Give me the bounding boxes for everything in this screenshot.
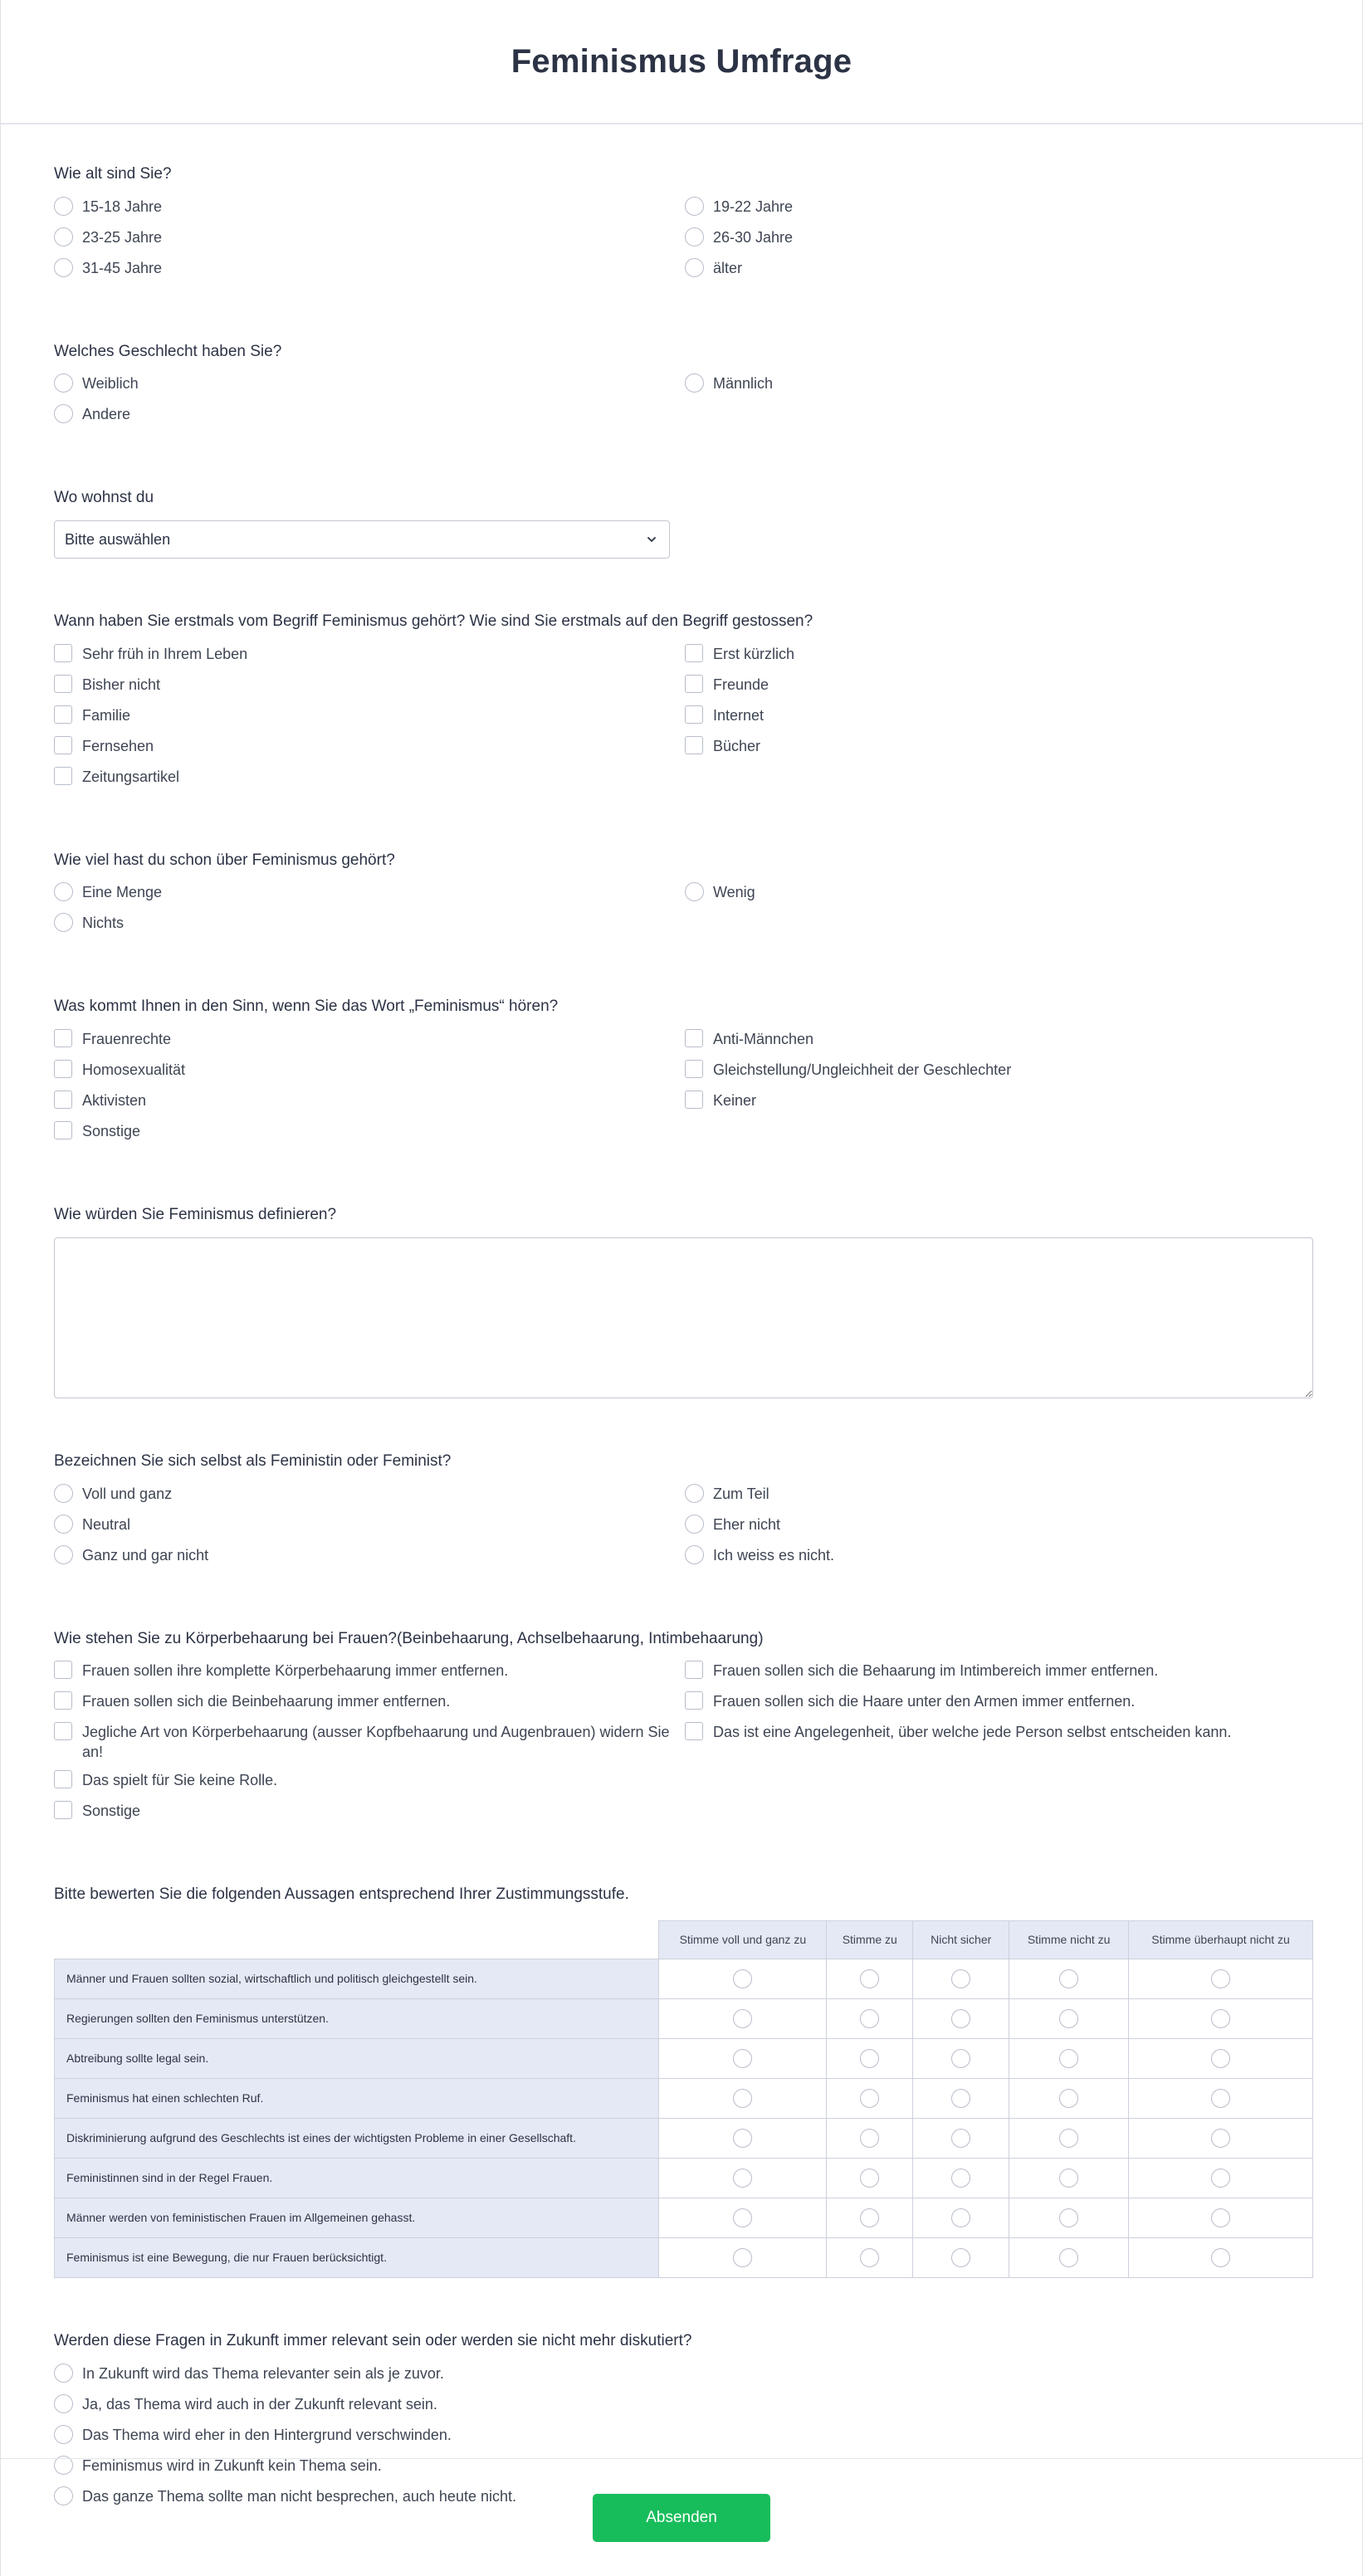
question-label: Wie alt sind Sie? bbox=[54, 165, 172, 183]
radio-button[interactable] bbox=[54, 2425, 73, 2444]
checkbox-option[interactable] bbox=[54, 705, 685, 736]
question-label: Bitte bewerten Sie die folgenden Aussagen entsprechend Ihrer Zustimmungsstufe. bbox=[54, 1886, 629, 1904]
radio-button[interactable] bbox=[685, 1545, 704, 1564]
option-label: Fernsehen bbox=[82, 737, 154, 754]
definition-textarea[interactable] bbox=[54, 1237, 1313, 1398]
radio-button[interactable] bbox=[860, 2169, 879, 2188]
radio-button[interactable] bbox=[951, 2009, 970, 2028]
radio-button[interactable] bbox=[951, 2208, 970, 2227]
question-matrix bbox=[54, 1885, 1309, 2278]
matrix-column-header: Stimme zu bbox=[827, 1920, 913, 1959]
checkbox-option[interactable] bbox=[54, 675, 685, 705]
radio-button[interactable] bbox=[860, 2009, 879, 2028]
checkbox-option[interactable] bbox=[54, 1801, 685, 1832]
matrix-row bbox=[55, 2038, 1313, 2078]
radio-button[interactable] bbox=[54, 1515, 73, 1534]
checkbox[interactable] bbox=[54, 1090, 72, 1109]
question-age bbox=[54, 164, 1309, 289]
matrix-row-label: Männer und Frauen sollten sozial, wirtschaftlich und politisch gleichgestellt sein. bbox=[55, 1959, 659, 1998]
matrix-cell[interactable] bbox=[1009, 2237, 1129, 2277]
rating-matrix bbox=[54, 1920, 1313, 2278]
form-header bbox=[1, 0, 1362, 124]
radio-option[interactable] bbox=[685, 1484, 1316, 1515]
checkbox[interactable] bbox=[685, 705, 703, 724]
checkbox[interactable] bbox=[54, 675, 72, 693]
radio-button[interactable] bbox=[860, 2089, 879, 2108]
checkbox-option[interactable] bbox=[685, 644, 1316, 675]
radio-group-how-much bbox=[54, 882, 1309, 944]
option-label: Anti-Männchen bbox=[713, 1031, 814, 1048]
option-label: Ja, das Thema wird auch in der Zukunft relevant sein. bbox=[82, 2395, 437, 2413]
question-label: Was kommt Ihnen in den Sinn, wenn Sie das Wort „Feminismus“ hören? bbox=[54, 998, 559, 1016]
checkbox-option[interactable] bbox=[685, 675, 1316, 705]
question-residence bbox=[54, 488, 1309, 559]
radio-button[interactable] bbox=[1059, 2009, 1078, 2028]
option-label: älter bbox=[713, 259, 743, 276]
option-label: 19-22 Jahre bbox=[713, 198, 794, 215]
chevron-down-icon bbox=[646, 534, 657, 545]
checkbox-option[interactable] bbox=[685, 1691, 1316, 1722]
matrix-cell[interactable] bbox=[659, 2118, 827, 2158]
radio-button[interactable] bbox=[1211, 2009, 1230, 2028]
radio-button[interactable] bbox=[1211, 2049, 1230, 2068]
radio-option[interactable] bbox=[54, 258, 685, 289]
option-label: Jegliche Art von Körperbehaarung (ausser Kopfbehaarung und Augenbrauen) widern Sie an! bbox=[82, 1724, 670, 1760]
option-label: Bücher bbox=[713, 737, 761, 754]
radio-option[interactable] bbox=[685, 1515, 1316, 1545]
checkbox[interactable] bbox=[54, 705, 72, 724]
radio-option[interactable] bbox=[54, 227, 685, 258]
question-label: Welches Geschlecht haben Sie? bbox=[54, 342, 282, 360]
matrix-cell[interactable] bbox=[827, 2118, 913, 2158]
option-label: Sonstige bbox=[82, 1803, 141, 1820]
radio-button[interactable] bbox=[1059, 2169, 1078, 2188]
question-label: Bezeichnen Sie sich selbst als Feministin oder Feminist? bbox=[54, 1451, 452, 1470]
radio-button[interactable] bbox=[860, 1969, 879, 1988]
checkbox-option[interactable] bbox=[54, 644, 685, 675]
option-label: Neutral bbox=[82, 1515, 131, 1533]
matrix-cell[interactable] bbox=[827, 2078, 913, 2118]
matrix-row-label: Feministinnen sind in der Regel Frauen. bbox=[55, 2158, 659, 2198]
radio-group-gender bbox=[54, 373, 1309, 435]
radio-button[interactable] bbox=[951, 2129, 970, 2148]
matrix-cell[interactable] bbox=[913, 2038, 1009, 2078]
checkbox-option[interactable] bbox=[54, 1060, 685, 1090]
matrix-column-header: Stimme nicht zu bbox=[1009, 1920, 1129, 1959]
radio-button[interactable] bbox=[685, 227, 704, 246]
radio-button[interactable] bbox=[733, 2129, 752, 2148]
radio-button[interactable] bbox=[860, 2208, 879, 2227]
option-label: Familie bbox=[82, 706, 131, 724]
matrix-row bbox=[55, 2078, 1313, 2118]
matrix-header-row bbox=[55, 1920, 1313, 1959]
radio-button[interactable] bbox=[685, 197, 704, 216]
matrix-cell[interactable] bbox=[1129, 2078, 1313, 2118]
checkbox-option[interactable] bbox=[54, 1722, 685, 1770]
checkbox[interactable] bbox=[685, 675, 703, 693]
submit-button[interactable]: Absenden bbox=[593, 2494, 770, 2542]
radio-button[interactable] bbox=[1059, 2129, 1078, 2148]
matrix-cell[interactable] bbox=[827, 2237, 913, 2277]
matrix-cell[interactable] bbox=[913, 2198, 1009, 2237]
option-label: Sonstige bbox=[82, 1123, 141, 1140]
residence-select[interactable] bbox=[54, 520, 670, 559]
matrix-cell[interactable] bbox=[659, 2038, 827, 2078]
option-label: Frauen sollen ihre komplette Körperbehaarung immer entfernen. bbox=[82, 1662, 509, 1680]
option-label: Männlich bbox=[713, 375, 774, 393]
radio-button[interactable] bbox=[685, 258, 704, 277]
option-label: Sehr früh in Ihrem Leben bbox=[82, 645, 248, 662]
option-label: Das spielt für Sie keine Rolle. bbox=[82, 1772, 278, 1789]
option-label: Gleichstellung/Ungleichheit der Geschlechter bbox=[713, 1061, 1012, 1079]
question-label: Werden diese Fragen in Zukunft immer relevant sein oder werden sie nicht mehr diskutiert? bbox=[54, 2331, 692, 2349]
matrix-cell[interactable] bbox=[659, 2078, 827, 2118]
option-label: Ich weiss es nicht. bbox=[713, 1546, 835, 1564]
matrix-cell[interactable] bbox=[1009, 2198, 1129, 2237]
checkbox[interactable] bbox=[685, 1661, 703, 1679]
radio-button[interactable] bbox=[1211, 2129, 1230, 2148]
matrix-cell[interactable] bbox=[1009, 2118, 1129, 2158]
radio-option[interactable] bbox=[54, 2394, 1309, 2425]
radio-option[interactable] bbox=[54, 2364, 1309, 2394]
matrix-cell[interactable] bbox=[1009, 1959, 1129, 1998]
option-label: Internet bbox=[713, 706, 765, 724]
checkbox[interactable] bbox=[685, 1090, 703, 1109]
matrix-cell[interactable] bbox=[1129, 2158, 1313, 2198]
option-label: Zum Teil bbox=[713, 1485, 769, 1502]
matrix-row bbox=[55, 1998, 1313, 2038]
form-footer bbox=[1, 2458, 1362, 2576]
radio-button[interactable] bbox=[1059, 2049, 1078, 2068]
option-label: Frauen sollen sich die Beinbehaarung immer entfernen. bbox=[82, 1693, 451, 1710]
checkbox-option[interactable] bbox=[54, 1090, 685, 1121]
radio-button[interactable] bbox=[54, 913, 73, 932]
matrix-row bbox=[55, 1959, 1313, 1998]
radio-button[interactable] bbox=[1211, 2089, 1230, 2108]
radio-option[interactable] bbox=[685, 227, 1316, 258]
radio-button[interactable] bbox=[733, 1969, 752, 1988]
option-label: 31-45 Jahre bbox=[82, 259, 163, 276]
option-label: Das ganze Thema sollte man nicht besprechen, auch heute nicht. bbox=[82, 2487, 516, 2505]
matrix-row-label: Regierungen sollten den Feminismus unterstützen. bbox=[55, 1998, 659, 2038]
matrix-row bbox=[55, 2158, 1313, 2198]
radio-option[interactable] bbox=[54, 404, 685, 435]
radio-button[interactable] bbox=[1211, 2169, 1230, 2188]
radio-option[interactable] bbox=[685, 197, 1316, 227]
radio-option[interactable] bbox=[685, 882, 1316, 913]
question-gender bbox=[54, 342, 1309, 436]
question-label: Wie stehen Sie zu Körperbehaarung bei Frauen?(Beinbehaarung, Achselbehaarung, Intimbehaarung) bbox=[54, 1629, 764, 1647]
option-label: In Zukunft wird das Thema relevanter sein als je zuvor. bbox=[82, 2364, 444, 2382]
matrix-cell[interactable] bbox=[827, 2198, 913, 2237]
checkbox[interactable] bbox=[54, 1801, 72, 1819]
checkbox-option[interactable] bbox=[685, 705, 1316, 736]
option-label: Eher nicht bbox=[713, 1515, 781, 1533]
radio-button[interactable] bbox=[54, 2364, 73, 2383]
checkbox[interactable] bbox=[54, 1121, 72, 1139]
checkbox-option[interactable] bbox=[685, 736, 1316, 767]
matrix-cell[interactable] bbox=[659, 2198, 827, 2237]
matrix-column-header: Nicht sicher bbox=[913, 1920, 1009, 1959]
option-label: Bisher nicht bbox=[82, 676, 161, 693]
matrix-column-header: Stimme überhaupt nicht zu bbox=[1129, 1920, 1313, 1959]
matrix-row bbox=[55, 2118, 1313, 2158]
option-label: Andere bbox=[82, 406, 131, 423]
radio-option[interactable] bbox=[54, 373, 685, 404]
matrix-cell[interactable] bbox=[913, 1998, 1009, 2038]
radio-button[interactable] bbox=[685, 373, 704, 393]
matrix-cell[interactable] bbox=[1009, 1998, 1129, 2038]
radio-button[interactable] bbox=[1211, 2208, 1230, 2227]
matrix-cell[interactable] bbox=[1129, 2118, 1313, 2158]
radio-button[interactable] bbox=[860, 2129, 879, 2148]
form-title: Feminismus Umfrage bbox=[511, 42, 852, 80]
checkbox-group-first-heard bbox=[54, 644, 1309, 798]
matrix-cell[interactable] bbox=[659, 1998, 827, 2038]
checkbox[interactable] bbox=[54, 1691, 72, 1710]
radio-button[interactable] bbox=[733, 2089, 752, 2108]
checkbox[interactable] bbox=[54, 1029, 72, 1047]
radio-option[interactable] bbox=[54, 1545, 685, 1576]
matrix-cell[interactable] bbox=[659, 2237, 827, 2277]
option-label: Wenig bbox=[713, 884, 755, 901]
option-label: Weiblich bbox=[82, 375, 139, 393]
checkbox-option[interactable] bbox=[685, 1090, 1316, 1121]
radio-button[interactable] bbox=[1211, 2248, 1230, 2267]
radio-button[interactable] bbox=[733, 2248, 752, 2267]
checkbox-option[interactable] bbox=[685, 1060, 1316, 1090]
question-label: Wie würden Sie Feminismus definieren? bbox=[54, 1206, 337, 1224]
radio-button[interactable] bbox=[54, 227, 73, 246]
checkbox[interactable] bbox=[54, 1060, 72, 1078]
option-label: Freunde bbox=[713, 676, 769, 693]
option-label: 26-30 Jahre bbox=[713, 228, 794, 246]
radio-button[interactable] bbox=[951, 2169, 970, 2188]
matrix-cell[interactable] bbox=[913, 2158, 1009, 2198]
matrix-cell[interactable] bbox=[913, 2237, 1009, 2277]
radio-option[interactable] bbox=[54, 197, 685, 227]
matrix-cell[interactable] bbox=[1009, 2038, 1129, 2078]
question-how-much bbox=[54, 851, 1309, 944]
option-label: Nichts bbox=[82, 915, 125, 932]
question-first-heard bbox=[54, 612, 1309, 798]
checkbox[interactable] bbox=[54, 644, 72, 662]
matrix-cell[interactable] bbox=[827, 2038, 913, 2078]
matrix-row-label: Männer werden von feministischen Frauen im Allgemeinen gehasst. bbox=[55, 2198, 659, 2237]
question-associations bbox=[54, 997, 1309, 1152]
option-label: Voll und ganz bbox=[82, 1485, 173, 1502]
option-label: Frauen sollen sich die Behaarung im Intimbereich immer entfernen. bbox=[713, 1662, 1159, 1680]
radio-button[interactable] bbox=[54, 882, 73, 901]
radio-option[interactable] bbox=[54, 1484, 685, 1515]
radio-option[interactable] bbox=[685, 373, 1316, 404]
option-label: Keiner bbox=[713, 1092, 757, 1110]
option-label: Das Thema wird eher in den Hintergrund verschwinden. bbox=[82, 2426, 452, 2443]
checkbox-option[interactable] bbox=[685, 1722, 1316, 1770]
radio-button[interactable] bbox=[685, 882, 704, 901]
radio-button[interactable] bbox=[54, 1484, 73, 1503]
checkbox[interactable] bbox=[54, 1661, 72, 1679]
radio-button[interactable] bbox=[54, 404, 73, 423]
matrix-column-header: Stimme voll und ganz zu bbox=[659, 1920, 827, 1959]
radio-option[interactable] bbox=[685, 1545, 1316, 1576]
checkbox-option[interactable] bbox=[54, 1691, 685, 1722]
radio-group-age bbox=[54, 197, 1309, 289]
matrix-row-label: Feminismus hat einen schlechten Ruf. bbox=[55, 2078, 659, 2118]
radio-button[interactable] bbox=[1211, 1969, 1230, 1988]
matrix-cell[interactable] bbox=[1129, 1998, 1313, 2038]
matrix-cell[interactable] bbox=[913, 1959, 1009, 1998]
matrix-cell[interactable] bbox=[1129, 2198, 1313, 2237]
radio-button[interactable] bbox=[54, 258, 73, 277]
radio-button[interactable] bbox=[951, 2248, 970, 2267]
option-label: Feminismus wird in Zukunft kein Thema sein. bbox=[82, 2456, 382, 2474]
matrix-cell[interactable] bbox=[1129, 1959, 1313, 1998]
checkbox[interactable] bbox=[685, 644, 703, 662]
option-label: 23-25 Jahre bbox=[82, 228, 163, 246]
radio-button[interactable] bbox=[1059, 1969, 1078, 1988]
radio-group-self-identify bbox=[54, 1484, 1309, 1576]
checkbox-option[interactable] bbox=[54, 736, 685, 767]
radio-button[interactable] bbox=[54, 373, 73, 393]
checkbox[interactable] bbox=[685, 1691, 703, 1710]
matrix-row bbox=[55, 2198, 1313, 2237]
matrix-row-label: Abtreibung sollte legal sein. bbox=[55, 2038, 659, 2078]
option-label: Ganz und gar nicht bbox=[82, 1546, 209, 1564]
radio-button[interactable] bbox=[951, 2049, 970, 2068]
matrix-cell[interactable] bbox=[659, 1959, 827, 1998]
checkbox[interactable] bbox=[685, 1029, 703, 1047]
radio-button[interactable] bbox=[733, 2009, 752, 2028]
radio-option[interactable] bbox=[54, 2425, 1309, 2456]
option-label: Das ist eine Angelegenheit, über welche jede Person selbst entscheiden kann. bbox=[713, 1724, 1232, 1741]
matrix-cell[interactable] bbox=[1009, 2078, 1129, 2118]
radio-option[interactable] bbox=[54, 882, 685, 913]
radio-button[interactable] bbox=[685, 1484, 704, 1503]
grid-spacer bbox=[685, 1770, 1316, 1801]
option-label: 15-18 Jahre bbox=[82, 198, 163, 215]
checkbox-option[interactable] bbox=[54, 767, 685, 798]
matrix-cell[interactable] bbox=[913, 2118, 1009, 2158]
radio-button[interactable] bbox=[951, 1969, 970, 1988]
checkbox-group-body-hair bbox=[54, 1661, 1309, 1832]
option-label: Homosexualität bbox=[82, 1061, 186, 1079]
checkbox[interactable] bbox=[54, 1770, 72, 1788]
checkbox[interactable] bbox=[685, 1060, 703, 1078]
matrix-cell[interactable] bbox=[1129, 2038, 1313, 2078]
radio-button[interactable] bbox=[1059, 2208, 1078, 2227]
matrix-row-label: Feminismus ist eine Bewegung, die nur Frauen berücksichtigt. bbox=[55, 2237, 659, 2277]
option-label: Frauen sollen sich die Haare unter den Armen immer entfernen. bbox=[713, 1693, 1136, 1710]
matrix-cell[interactable] bbox=[827, 2158, 913, 2198]
matrix-row-label: Diskriminierung aufgrund des Geschlechts ist eines der wichtigsten Probleme in einer Gesellschaft. bbox=[55, 2118, 659, 2158]
radio-button[interactable] bbox=[54, 197, 73, 216]
radio-button[interactable] bbox=[733, 2169, 752, 2188]
checkbox-option[interactable] bbox=[54, 1121, 685, 1152]
question-label: Wann haben Sie erstmals vom Begriff Feminismus gehört? Wie sind Sie erstmals auf den Begriff gestossen? bbox=[54, 612, 813, 631]
checkbox-option[interactable] bbox=[685, 1661, 1316, 1691]
radio-button[interactable] bbox=[1059, 2248, 1078, 2267]
option-label: Zeitungsartikel bbox=[82, 768, 180, 785]
radio-button[interactable] bbox=[54, 2394, 73, 2413]
checkbox[interactable] bbox=[685, 736, 703, 754]
radio-button[interactable] bbox=[733, 2049, 752, 2068]
matrix-cell[interactable] bbox=[1009, 2158, 1129, 2198]
matrix-row bbox=[55, 2237, 1313, 2277]
question-label: Wie viel hast du schon über Feminismus gehört? bbox=[54, 851, 395, 869]
option-label: Erst kürzlich bbox=[713, 645, 795, 662]
question-label: Wo wohnst du bbox=[54, 489, 154, 507]
question-body-hair bbox=[54, 1629, 1309, 1832]
option-label: Frauenrechte bbox=[82, 1031, 172, 1048]
checkbox-option[interactable] bbox=[54, 1029, 685, 1060]
checkbox-option[interactable] bbox=[685, 1029, 1316, 1060]
radio-button[interactable] bbox=[951, 2089, 970, 2108]
matrix-cell[interactable] bbox=[1129, 2237, 1313, 2277]
radio-button[interactable] bbox=[54, 1545, 73, 1564]
radio-button[interactable] bbox=[860, 2248, 879, 2267]
select-value: Bitte auswählen bbox=[65, 530, 171, 548]
radio-button[interactable] bbox=[1059, 2089, 1078, 2108]
checkbox-option[interactable] bbox=[54, 1661, 685, 1691]
checkbox-group-associations bbox=[54, 1029, 1309, 1152]
option-label: Eine Menge bbox=[82, 884, 163, 901]
radio-button[interactable] bbox=[733, 2208, 752, 2227]
checkbox[interactable] bbox=[54, 767, 72, 785]
checkbox[interactable] bbox=[685, 1722, 703, 1740]
radio-option[interactable] bbox=[54, 913, 685, 944]
checkbox-option[interactable] bbox=[54, 1770, 685, 1801]
radio-button[interactable] bbox=[685, 1515, 704, 1534]
checkbox[interactable] bbox=[54, 1722, 72, 1740]
radio-button[interactable] bbox=[860, 2049, 879, 2068]
question-definition bbox=[54, 1205, 1309, 1398]
matrix-cell[interactable] bbox=[913, 2078, 1009, 2118]
radio-option[interactable] bbox=[54, 1515, 685, 1545]
checkbox[interactable] bbox=[54, 736, 72, 754]
option-label: Aktivisten bbox=[82, 1092, 147, 1110]
form-content bbox=[1, 124, 1362, 2517]
question-self-identify bbox=[54, 1451, 1309, 1576]
matrix-corner bbox=[55, 1920, 659, 1959]
matrix-cell[interactable] bbox=[827, 1959, 913, 1998]
matrix-cell[interactable] bbox=[827, 1998, 913, 2038]
radio-option[interactable] bbox=[685, 258, 1316, 289]
matrix-cell[interactable] bbox=[659, 2158, 827, 2198]
